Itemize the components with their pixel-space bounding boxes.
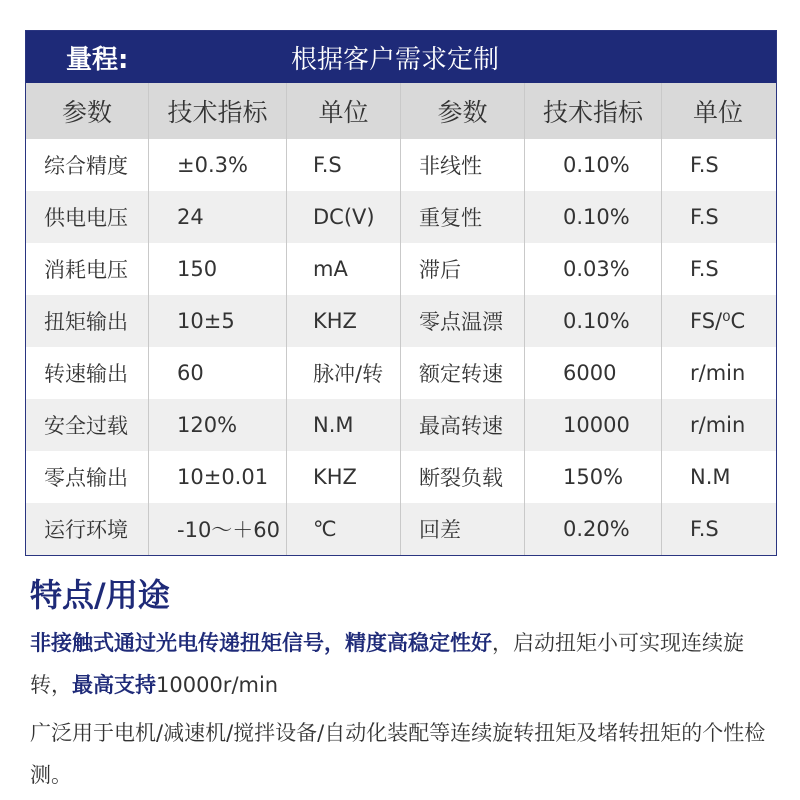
header-spec: 技术指标: [149, 83, 287, 139]
features-text-1: ，启动扭矩小可实现连续旋转，: [30, 631, 744, 697]
cell-unit: mA: [287, 243, 401, 295]
cell-spec-2: 0.10%: [525, 191, 662, 243]
cell-param-2: 非线性: [401, 139, 525, 191]
cell-unit-2: F.S: [690, 517, 719, 541]
table-row: [26, 139, 776, 191]
header-spec-2: 技术指标: [525, 83, 662, 139]
cell-param: 扭矩输出: [26, 295, 149, 347]
cell-spec-2: 150%: [525, 451, 662, 503]
cell-unit-2: N.M: [690, 465, 731, 489]
cell-unit-2: r/min: [690, 361, 746, 385]
cell-param-2: 回差: [401, 503, 525, 555]
cell-unit: F.S: [287, 139, 401, 191]
cell-spec: 10±0.01: [149, 451, 287, 503]
table-row: [26, 191, 776, 243]
cell-unit-2: F.S: [690, 153, 719, 177]
range-label: 量程:: [66, 44, 129, 75]
cell-spec-2: 0.03%: [525, 243, 662, 295]
table-row: [26, 451, 776, 503]
header-param-2: 参数: [401, 83, 525, 139]
cell-unit-2: F.S: [690, 257, 719, 281]
table-row: [26, 243, 776, 295]
cell-spec-2: 6000: [525, 347, 662, 399]
table-header-row: [26, 83, 776, 139]
cell-spec: 120%: [149, 399, 287, 451]
cell-spec: 10±5: [149, 295, 287, 347]
cell-param-2: 断裂负载: [401, 451, 525, 503]
cell-spec-2: 0.10%: [525, 295, 662, 347]
cell-spec: 60: [149, 347, 287, 399]
cell-param: 安全过载: [26, 399, 149, 451]
spec-table: [25, 30, 777, 556]
cell-param: 运行环境: [26, 503, 149, 555]
cell-param: 供电电压: [26, 191, 149, 243]
cell-spec-2: 0.10%: [525, 139, 662, 191]
cell-spec-2: 10000: [525, 399, 662, 451]
range-bar: [26, 31, 776, 83]
cell-spec: -10～＋60: [149, 503, 287, 555]
cell-spec: ±0.3%: [149, 139, 287, 191]
cell-param: 转速输出: [26, 347, 149, 399]
table-row: [26, 503, 776, 555]
cell-unit: KHZ: [287, 295, 401, 347]
cell-unit: 脉冲/转: [287, 347, 401, 399]
cell-param: 综合精度: [26, 139, 149, 191]
header-unit: 单位: [287, 83, 401, 139]
features-paragraph-2: 广泛用于电机/减速机/搅拌设备/自动化装配等连续旋转扭矩及堵转扭矩的个性检测。: [30, 721, 766, 787]
table-row: [26, 399, 776, 451]
features-highlight-2: 最高支持: [72, 673, 156, 697]
header-unit-2: 单位: [692, 98, 743, 127]
cell-unit: DC(V): [287, 191, 401, 243]
cell-param: 零点输出: [26, 451, 149, 503]
cell-param-2: 重复性: [401, 191, 525, 243]
cell-param-2: 零点温漂: [401, 295, 525, 347]
features-title: 特点/用途: [30, 576, 170, 614]
table-row: [26, 295, 776, 347]
cell-spec: 150: [149, 243, 287, 295]
features-paragraph-1: [30, 622, 775, 706]
cell-spec: 24: [149, 191, 287, 243]
cell-unit: ℃: [287, 503, 401, 555]
cell-unit: N.M: [287, 399, 401, 451]
cell-param-2: 最高转速: [401, 399, 525, 451]
cell-param: 消耗电压: [26, 243, 149, 295]
cell-param-2: 滞后: [401, 243, 525, 295]
cell-unit-2: F.S: [690, 205, 719, 229]
features-highlight-1: 非接触式通过光电传递扭矩信号，精度高稳定性好: [30, 631, 492, 655]
range-value: 根据客户需求定制: [291, 44, 500, 75]
header-param: 参数: [26, 83, 149, 139]
features-section: [30, 570, 775, 796]
features-text-2: 10000r/min: [156, 673, 279, 697]
table-row: [26, 347, 776, 399]
cell-spec-2: 0.20%: [525, 503, 662, 555]
cell-param-2: 额定转速: [401, 347, 525, 399]
cell-unit-2: FS/⁰C: [690, 309, 746, 333]
cell-unit: KHZ: [287, 451, 401, 503]
cell-unit-2: r/min: [690, 413, 746, 437]
